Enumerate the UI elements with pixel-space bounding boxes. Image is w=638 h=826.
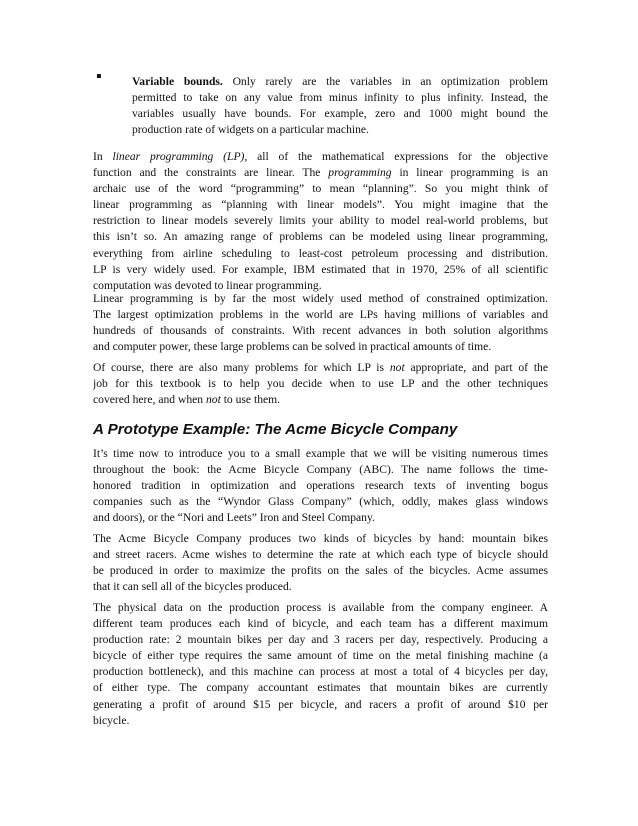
text-line: hundreds of thousands of constraints. With recent advances in both solution algorithms bbox=[93, 324, 548, 338]
text-line: It’s time now to introduce you to a small example that we will be visiting numerous times bbox=[93, 447, 548, 460]
bullet-variable-bounds bbox=[132, 74, 548, 138]
emphasis-not: not bbox=[389, 361, 405, 374]
text-line: Of course, there are also many problems for which LP is not appropriate, and part of the bbox=[93, 361, 548, 374]
emphasis-not: not bbox=[205, 393, 221, 407]
text-line: function and the constraints are linear. The programming in linear programming is an bbox=[93, 166, 548, 180]
text-line: linear programming as “planning with linear models”. You might imagine that the bbox=[93, 198, 548, 212]
text-line: variables usually have bounds. For example, zero and 1000 might bound the bbox=[132, 107, 548, 121]
text-line: of either type. The company accountant estimates that mountain bikes are currently bbox=[93, 681, 548, 695]
text-line: archaic use of the word “programming” to mean “planning”. So you might think of bbox=[93, 182, 548, 196]
text-line: everything from airline scheduling to least-cost petroleum processing and distribution. bbox=[93, 246, 548, 260]
text-line: In linear programming (LP), all of the mathematical expressions for the objective bbox=[93, 150, 548, 163]
text-line: and street racers. Acme wishes to determine the rate at which each type of bicycle should bbox=[93, 548, 548, 562]
term-linear-programming: linear programming (LP) bbox=[112, 150, 245, 163]
text-line: generating a profit of around $15 per bicycle, and racers a profit of around $10 per bbox=[93, 697, 548, 711]
text-line: covered here, and when not to use them. bbox=[93, 393, 281, 407]
paragraph-of-course bbox=[93, 360, 548, 408]
text-line: production rate of widgets on a particular machine. bbox=[132, 123, 369, 137]
paragraph-widely-used bbox=[93, 291, 548, 355]
text-line: production bottleneck), and this machine can process at most a total of 4 bicycles per day, bbox=[93, 665, 548, 679]
text-line: bicycle. bbox=[93, 713, 130, 727]
text-line: The Acme Bicycle Company produces two kinds of bicycles by hand: mountain bikes bbox=[93, 532, 548, 545]
text-line: computation was devoted to linear programming. bbox=[93, 278, 322, 292]
text-line: production rate: 2 mountain bikes per day and 3 racers per day, respectively. Producing a bbox=[93, 633, 548, 647]
text-line: different team produces each kind of bicycle, and each team has a different maximum bbox=[93, 617, 548, 631]
text-line: companies such as the “Wyndor Glass Company” (which, oddly, makes glass windows bbox=[93, 495, 548, 509]
bullet-marker: ▪ bbox=[96, 68, 102, 85]
text-line: permitted to take on any value from minus infinity to plus infinity. Instead, the bbox=[132, 91, 548, 105]
text-line: restriction to linear models severely limits your ability to model real-world problems, but bbox=[93, 214, 548, 228]
text-line: Variable bounds. Only rarely are the variables in an optimization problem bbox=[132, 75, 548, 88]
text-line: The physical data on the production process is available from the company engineer. A bbox=[93, 601, 548, 614]
bullet-term: Variable bounds. bbox=[132, 75, 223, 88]
text-line: Linear programming is by far the most widely used method of constrained optimization. bbox=[93, 292, 548, 305]
paragraph-physical-data bbox=[93, 600, 548, 729]
section-heading: A Prototype Example: The Acme Bicycle Company bbox=[93, 421, 458, 438]
text-line: that it can sell all of the bicycles produced. bbox=[93, 580, 292, 594]
text-line: LP is very widely used. For example, IBM estimated that in 1970, 25% of all scientific bbox=[93, 262, 548, 276]
paragraph-introduction bbox=[93, 446, 548, 526]
text-line: and computer power, these large problems can be solved in practical amounts of time. bbox=[93, 340, 492, 354]
paragraph-linear-programming bbox=[93, 149, 548, 294]
text-line: job for this textbook is to help you decide when to use LP and the other techniques bbox=[93, 377, 548, 391]
text-line: be produced in order to maximize the profits on the sales of the bicycles. Acme assumes bbox=[93, 564, 548, 578]
term-programming: programming bbox=[328, 166, 392, 180]
text-line: bicycle of either type requires the same amount of time on the metal finishing machine (a bbox=[93, 649, 548, 663]
text-line: honored tradition in optimization and operations research texts of inventing bogus bbox=[93, 479, 548, 493]
text-line: The largest optimization problems in the world are LPs having millions of variables and bbox=[93, 308, 548, 322]
text-line: this isn’t so. An amazing range of problems can be modeled using linear programming, bbox=[93, 230, 548, 244]
text-line: throughout the book: the Acme Bicycle Company (ABC). The name follows the time- bbox=[93, 463, 548, 477]
text-line: and doors), or the “Nori and Leets” Iron and Steel Company. bbox=[93, 511, 375, 525]
paragraph-produces bbox=[93, 531, 548, 595]
